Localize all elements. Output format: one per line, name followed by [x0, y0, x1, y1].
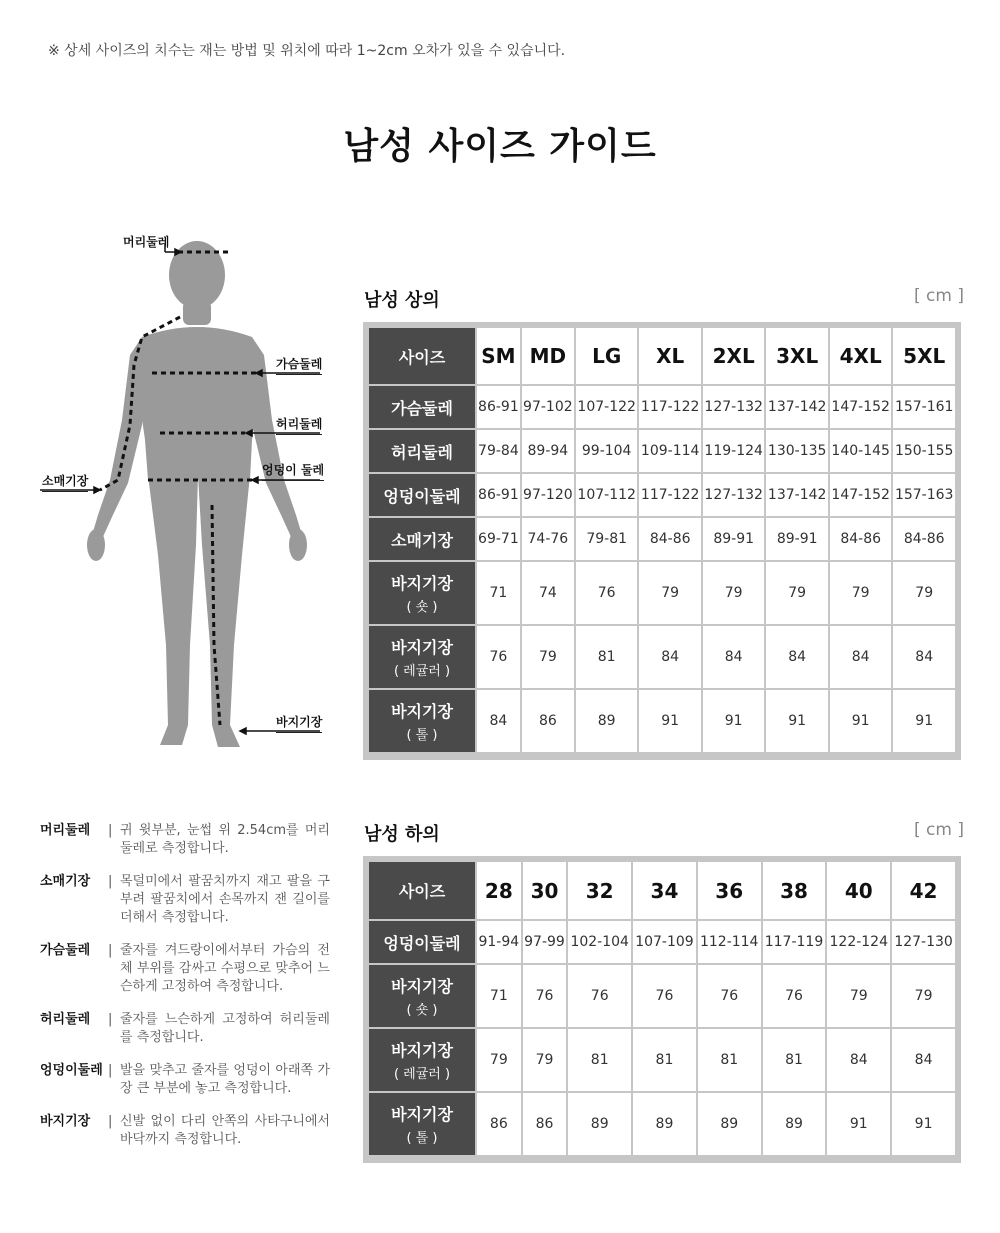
table-cell: 86 [522, 690, 574, 752]
table-row [369, 626, 955, 688]
description-term: 허리둘레 [40, 1012, 91, 1027]
row-label-sub: ( 숏 ) [406, 600, 438, 615]
table-cell: 91 [766, 690, 828, 752]
figure-label-pants: 바지기장 [276, 713, 322, 733]
table-cell: 91 [827, 1093, 890, 1155]
table-cell: 89 [568, 1093, 631, 1155]
table-cell: 97-99 [523, 921, 567, 963]
size-header: MD [522, 328, 574, 384]
row-label-sub: ( 레귤러 ) [393, 1067, 451, 1082]
description-item [40, 1113, 330, 1149]
table-cell: 84 [893, 626, 955, 688]
figure-label-chest: 가슴둘레 [276, 355, 322, 375]
table-cell: 76 [633, 965, 696, 1027]
description-text: 발을 맞추고 줄자를 엉덩이 아래쪽 가장 큰 부분에 놓고 측정합니다. [120, 1063, 330, 1096]
table-cell: 84-86 [830, 518, 892, 560]
table-cell: 84 [827, 1029, 890, 1091]
row-label [369, 430, 475, 472]
table-cell: 91 [830, 690, 892, 752]
table-cell: 109-114 [639, 430, 701, 472]
table-cell: 79 [892, 965, 955, 1027]
table-cell: 91 [639, 690, 701, 752]
table-cell: 79-81 [576, 518, 638, 560]
size-header: LG [576, 328, 638, 384]
size-header: SM [477, 328, 520, 384]
size-header: 34 [633, 862, 696, 919]
table-cell: 81 [576, 626, 638, 688]
table-cell: 79 [477, 1029, 521, 1091]
table-cell: 79 [827, 965, 890, 1027]
row-label-text: 소매기장 [391, 530, 453, 550]
table-cell: 86 [523, 1093, 567, 1155]
table-cell: 86-91 [477, 386, 520, 428]
table-cell: 86 [477, 1093, 521, 1155]
table-cell: 84 [477, 690, 520, 752]
description-divider: | [108, 1012, 113, 1027]
measurement-notice: ※ 상세 사이즈의 치수는 재는 방법 및 위치에 따라 1~2cm 오차가 있을 수 있습니다. [48, 43, 566, 59]
table-row [369, 518, 955, 560]
table-row [369, 690, 955, 752]
row-label-text: 바지기장 [391, 638, 453, 657]
size-header: 4XL [830, 328, 892, 384]
table-cell: 79 [830, 562, 892, 624]
description-text: 줄자를 겨드랑이에서부터 가슴의 전체 부위를 감싸고 수평으로 맞추어 느슨하게 고정하여 측정합니다. [120, 943, 330, 994]
table-cell: 84 [766, 626, 828, 688]
figure-label-hip: 엉덩이 둘레 [262, 461, 324, 481]
table-cell: 74-76 [522, 518, 574, 560]
table-cell: 76 [576, 562, 638, 624]
size-header: 3XL [766, 328, 828, 384]
row-label-text: 바지기장 [391, 977, 453, 996]
table-cell: 84-86 [639, 518, 701, 560]
row-label-text: 엉덩이둘레 [383, 933, 461, 953]
table-cell: 84-86 [893, 518, 955, 560]
table-cell: 102-104 [568, 921, 631, 963]
row-label-text: 엉덩이둘레 [383, 486, 461, 506]
description-text: 신발 없이 다리 안쪽의 사타구니에서 바닥까지 측정합니다. [120, 1114, 330, 1147]
table-cell: 74 [522, 562, 574, 624]
bottom-table-title: 남성 하의 [364, 824, 440, 845]
table-cell: 81 [568, 1029, 631, 1091]
table-cell: 76 [477, 626, 520, 688]
table-cell: 137-142 [766, 474, 828, 516]
description-divider: | [108, 943, 113, 958]
size-header: 5XL [893, 328, 955, 384]
size-header: 30 [523, 862, 567, 919]
page-title: 남성 사이즈 가이드 [343, 126, 657, 167]
table-cell: 137-142 [766, 386, 828, 428]
table-cell: 76 [698, 965, 761, 1027]
description-text: 줄자를 느슨하게 고정하여 허리둘레를 측정합니다. [120, 1012, 330, 1045]
table-cell: 91 [892, 1093, 955, 1155]
body-measurement-figure [30, 225, 330, 785]
description-item [40, 1062, 330, 1098]
size-header: 2XL [703, 328, 765, 384]
description-item [40, 1011, 330, 1047]
table-cell: 117-122 [639, 386, 701, 428]
row-label-sub: ( 숏 ) [406, 1003, 438, 1018]
table-cell: 79 [766, 562, 828, 624]
table-cell: 89-91 [766, 518, 828, 560]
figure-label-sleeve: 소매기장 [42, 472, 88, 492]
table-cell: 119-124 [703, 430, 765, 472]
table-cell: 84 [830, 626, 892, 688]
table-cell: 76 [568, 965, 631, 1027]
table-cell: 91-94 [477, 921, 521, 963]
bottom-size-table [363, 856, 961, 1163]
table-cell: 89-91 [703, 518, 765, 560]
table-cell: 89 [576, 690, 638, 752]
description-divider: | [108, 1063, 113, 1078]
table-cell: 71 [477, 965, 521, 1027]
table-row [369, 430, 955, 472]
table-cell: 157-161 [893, 386, 955, 428]
table-cell: 79 [639, 562, 701, 624]
table-cell: 81 [698, 1029, 761, 1091]
description-divider: | [108, 1114, 113, 1129]
size-header: 28 [477, 862, 521, 919]
description-divider: | [108, 823, 113, 838]
table-cell: 89 [633, 1093, 696, 1155]
bottom-header-label: 사이즈 [369, 862, 475, 919]
row-label [369, 690, 475, 752]
top-size-table [363, 322, 961, 760]
row-label-text: 허리둘레 [391, 442, 453, 462]
bottom-table-unit: [ cm ] [914, 820, 964, 840]
table-cell: 91 [703, 690, 765, 752]
table-cell: 99-104 [576, 430, 638, 472]
measurement-descriptions [40, 822, 330, 1164]
description-term: 소매기장 [40, 874, 91, 889]
size-header: 40 [827, 862, 890, 919]
table-cell: 69-71 [477, 518, 520, 560]
description-item [40, 822, 330, 858]
description-text: 귀 윗부분, 눈썹 위 2.54cm를 머리둘레로 측정합니다. [120, 823, 330, 856]
row-label-sub: ( 톨 ) [406, 728, 438, 743]
table-cell: 130-135 [766, 430, 828, 472]
top-table-unit: [ cm ] [914, 286, 964, 306]
description-term: 바지기장 [40, 1114, 91, 1129]
table-cell: 76 [523, 965, 567, 1027]
table-cell: 157-163 [893, 474, 955, 516]
description-term: 엉덩이둘레 [40, 1063, 103, 1078]
table-cell: 76 [763, 965, 826, 1027]
row-label-text: 바지기장 [391, 702, 453, 721]
row-label [369, 562, 475, 624]
table-cell: 79 [893, 562, 955, 624]
row-label-text: 바지기장 [391, 1105, 453, 1124]
table-cell: 79 [703, 562, 765, 624]
row-label-text: 가슴둘레 [391, 398, 453, 418]
table-cell: 127-132 [703, 474, 765, 516]
table-cell: 147-152 [830, 386, 892, 428]
description-text: 목덜미에서 팔꿈치까지 재고 팔을 구부려 팔꿈치에서 손목까지 잰 길이를 더해서 측정합니다. [120, 874, 330, 925]
row-label-text: 바지기장 [391, 574, 453, 593]
table-cell: 79-84 [477, 430, 520, 472]
description-term: 머리둘레 [40, 823, 91, 838]
table-cell: 84 [639, 626, 701, 688]
table-cell: 117-119 [763, 921, 826, 963]
table-cell: 91 [893, 690, 955, 752]
table-cell: 97-102 [522, 386, 574, 428]
figure-label-waist: 허리둘레 [276, 415, 322, 435]
table-cell: 71 [477, 562, 520, 624]
row-label-sub: ( 레귤러 ) [393, 664, 451, 679]
table-cell: 86-91 [477, 474, 520, 516]
row-label [369, 1093, 475, 1155]
table-row [369, 562, 955, 624]
size-header: 32 [568, 862, 631, 919]
table-cell: 117-122 [639, 474, 701, 516]
table-cell: 79 [523, 1029, 567, 1091]
size-header: 36 [698, 862, 761, 919]
size-header: 42 [892, 862, 955, 919]
table-cell: 89 [698, 1093, 761, 1155]
table-cell: 122-124 [827, 921, 890, 963]
row-label [369, 386, 475, 428]
table-cell: 107-122 [576, 386, 638, 428]
row-label [369, 921, 475, 963]
row-label-text: 바지기장 [391, 1041, 453, 1060]
description-term: 가슴둘레 [40, 943, 91, 958]
table-cell: 107-112 [576, 474, 638, 516]
table-row [369, 965, 955, 1027]
table-cell: 150-155 [893, 430, 955, 472]
size-header: 38 [763, 862, 826, 919]
table-cell: 84 [892, 1029, 955, 1091]
table-cell: 79 [522, 626, 574, 688]
description-item [40, 942, 330, 996]
table-cell: 81 [633, 1029, 696, 1091]
row-label [369, 965, 475, 1027]
table-row [369, 1029, 955, 1091]
table-cell: 127-130 [892, 921, 955, 963]
table-row [369, 386, 955, 428]
table-cell: 112-114 [698, 921, 761, 963]
table-cell: 89-94 [522, 430, 574, 472]
row-label-sub: ( 톨 ) [406, 1131, 438, 1146]
table-cell: 127-132 [703, 386, 765, 428]
table-cell: 84 [703, 626, 765, 688]
top-header-label: 사이즈 [369, 328, 475, 384]
row-label [369, 474, 475, 516]
table-row [369, 1093, 955, 1155]
figure-label-head: 머리둘레 [123, 235, 170, 249]
top-table-title: 남성 상의 [364, 290, 440, 311]
table-cell: 140-145 [830, 430, 892, 472]
table-cell: 97-120 [522, 474, 574, 516]
table-row [369, 474, 955, 516]
table-cell: 81 [763, 1029, 826, 1091]
description-item [40, 873, 330, 927]
row-label [369, 518, 475, 560]
size-header: XL [639, 328, 701, 384]
table-row [369, 921, 955, 963]
row-label [369, 1029, 475, 1091]
body-silhouette-icon [30, 225, 330, 785]
row-label [369, 626, 475, 688]
description-divider: | [108, 874, 113, 889]
table-cell: 147-152 [830, 474, 892, 516]
table-cell: 89 [763, 1093, 826, 1155]
table-cell: 107-109 [633, 921, 696, 963]
